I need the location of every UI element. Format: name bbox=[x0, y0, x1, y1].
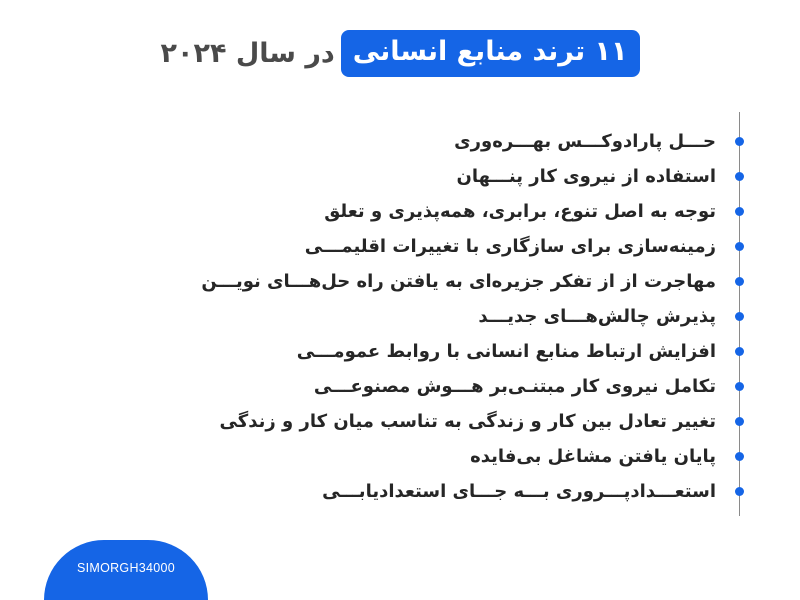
title-rest: در سال ۲۰۲۴ bbox=[160, 38, 335, 69]
list-item-text: توجه به اصل تنوع، برابری، همه‌پذیری و تعلق bbox=[324, 201, 716, 222]
list-item-text: تغییر تعادل بین کار و زندگی به تناسب میان کار و زندگی bbox=[219, 411, 716, 432]
list-item bbox=[160, 474, 740, 509]
list-item bbox=[160, 159, 740, 194]
list-item bbox=[160, 369, 740, 404]
list-item bbox=[160, 229, 740, 264]
bullet-dot bbox=[735, 242, 744, 251]
bullet-dot bbox=[735, 312, 744, 321]
bullet-dot bbox=[735, 347, 744, 356]
list-item bbox=[160, 334, 740, 369]
bullet-dot bbox=[735, 137, 744, 146]
bullet-dot bbox=[735, 172, 744, 181]
list-item-text: مهاجرت از از تفکر جزیره‌ای به یافتن راه حل‌هـــای نویـــن bbox=[201, 271, 716, 292]
brand-badge: SIMORGH34000 bbox=[44, 540, 208, 600]
list-item-text: افزایش ارتباط منابع انسانی با روابط عمومـــی bbox=[296, 341, 716, 362]
trend-list-area bbox=[160, 112, 740, 516]
page-title bbox=[0, 30, 800, 77]
bullet-dot bbox=[735, 417, 744, 426]
trend-list bbox=[160, 124, 740, 509]
bullet-dot bbox=[735, 277, 744, 286]
list-item bbox=[160, 439, 740, 474]
list-item bbox=[160, 124, 740, 159]
list-item-text: پایان یافتن مشاغل بی‌فایده bbox=[470, 446, 716, 467]
list-item-text: استفاده از نیروی کار پنـــهان bbox=[456, 166, 716, 187]
bullet-dot bbox=[735, 487, 744, 496]
bullet-dot bbox=[735, 382, 744, 391]
list-item-text: استعـــدادپـــروری بـــه جـــای استعدادیابـــی bbox=[322, 481, 716, 502]
list-item-text: پذیرش چالش‌هـــای جدیـــد bbox=[478, 306, 716, 327]
list-item-text: زمینه‌سازی برای سازگاری با تغییرات اقلیمـــی bbox=[304, 236, 716, 257]
list-item-text: حـــل پارادوکـــس بهـــره‌وری bbox=[454, 131, 716, 152]
bullet-dot bbox=[735, 207, 744, 216]
list-item bbox=[160, 264, 740, 299]
list-item bbox=[160, 194, 740, 229]
list-item-text: تکامل نیروی کار مبتنـی‌بر هـــوش مصنوعـــی bbox=[313, 376, 716, 397]
list-item bbox=[160, 404, 740, 439]
list-item bbox=[160, 299, 740, 334]
title-highlight: ۱۱ ترند منابع انسانی bbox=[341, 30, 640, 77]
bullet-dot bbox=[735, 452, 744, 461]
